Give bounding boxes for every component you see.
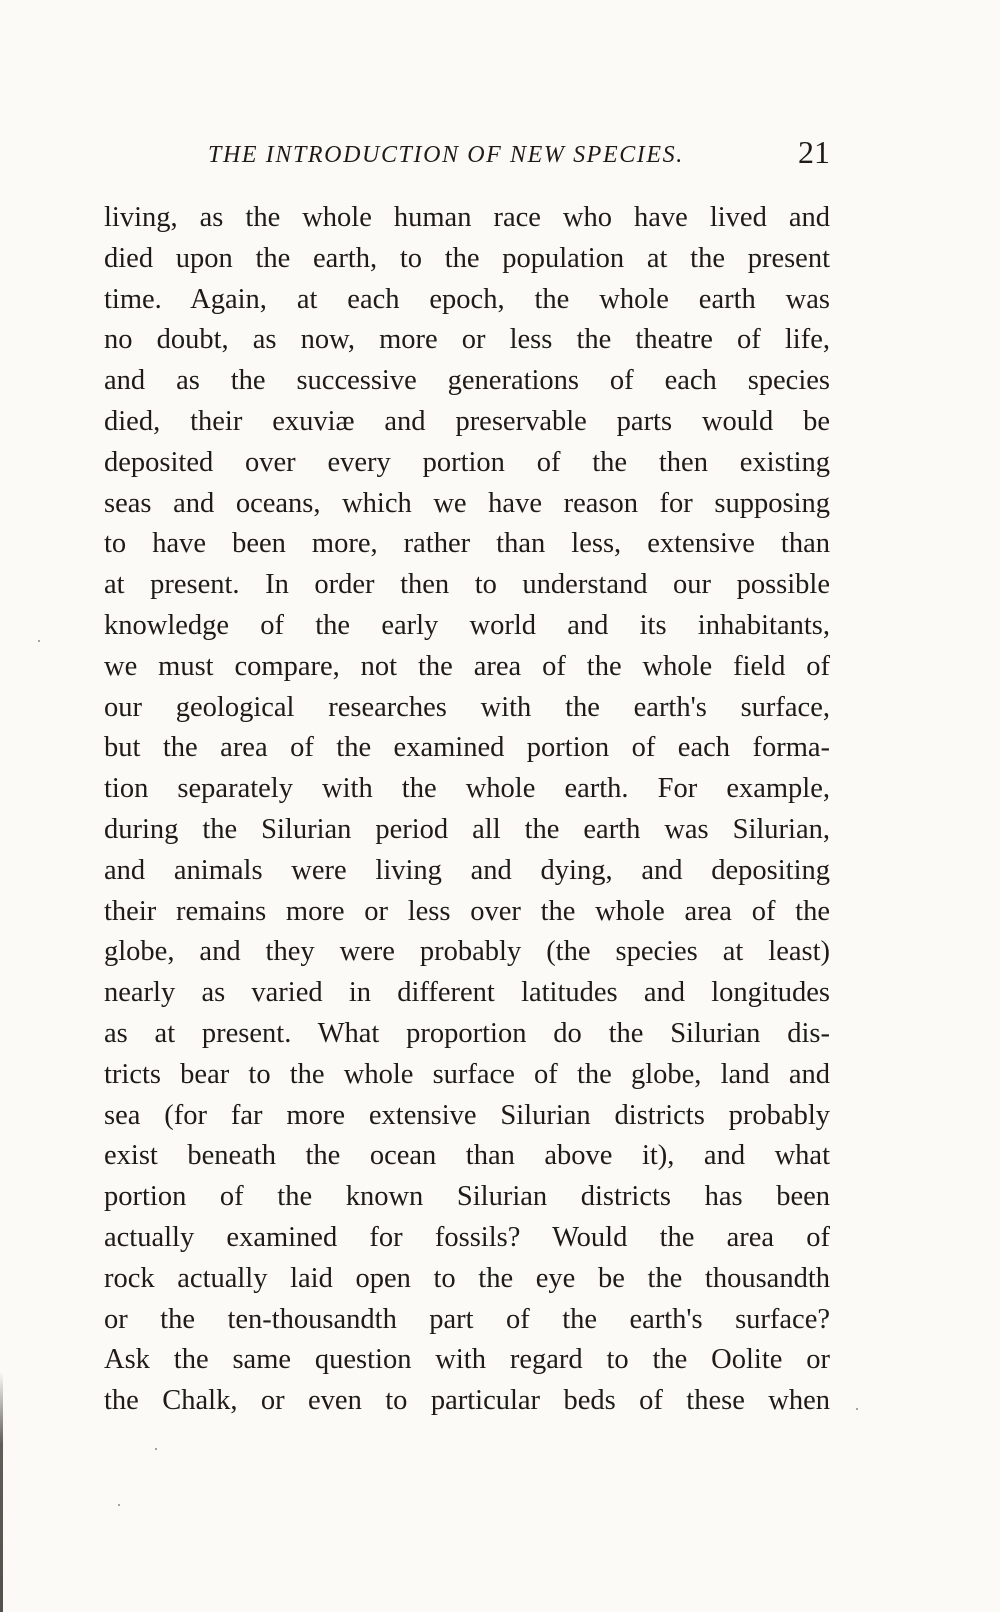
text-line: died upon the earth, to the population at the present [104, 242, 830, 274]
text-line: as at present. What proportion do the Silurian dis- [104, 1017, 830, 1049]
running-head [104, 134, 830, 174]
page-number: 21 [798, 134, 830, 170]
text-line: or the ten-thousandth part of the earth's surface? [104, 1303, 830, 1335]
binding-edge [0, 1372, 3, 1612]
text-line: nearly as varied in different latitudes and longitudes [104, 977, 830, 1009]
text-line: rock actually laid open to the eye be the thousandth [104, 1262, 830, 1294]
text-line: exist beneath the ocean than above it), and what [104, 1140, 830, 1172]
text-line: Ask the same question with regard to the Oolite or [104, 1344, 830, 1376]
text-line: but the area of the examined portion of each forma- [104, 732, 830, 764]
text-line: died, their exuviæ and preservable parts would be [104, 405, 830, 437]
text-line: deposited over every portion of the then existing [104, 446, 830, 478]
text-line: at present. In order then to understand our possible [104, 569, 830, 601]
paper-speck [38, 640, 40, 642]
running-title: THE INTRODUCTION OF NEW SPECIES. [208, 142, 684, 168]
text-line: globe, and they were probably (the species at least) [104, 936, 830, 968]
paper-speck [856, 1408, 858, 1410]
text-line: tricts bear to the whole surface of the globe, land and [104, 1058, 830, 1090]
text-line: actually examined for fossils? Would the area of [104, 1221, 830, 1253]
text-line: to have been more, rather than less, extensive than [104, 528, 830, 560]
body-text [104, 198, 830, 1422]
text-line: knowledge of the early world and its inhabitants, [104, 609, 830, 641]
text-line: and animals were living and dying, and depositing [104, 854, 830, 886]
text-line: seas and oceans, which we have reason for supposing [104, 487, 830, 519]
text-line: tion separately with the whole earth. For example, [104, 773, 830, 805]
text-line: sea (for far more extensive Silurian districts probably [104, 1099, 830, 1131]
text-line: their remains more or less over the whole area of the [104, 895, 830, 927]
text-line: time. Again, at each epoch, the whole earth was [104, 283, 830, 315]
text-line: and as the successive generations of each species [104, 365, 830, 397]
text-line: the Chalk, or even to particular beds of these when [104, 1385, 830, 1417]
text-line: living, as the whole human race who have lived and [104, 202, 830, 233]
text-line: no doubt, as now, more or less the theatre of life, [104, 324, 830, 356]
text-line: we must compare, not the area of the whole field of [104, 650, 830, 682]
paper-speck [155, 1448, 157, 1450]
text-line: portion of the known Silurian districts has been [104, 1181, 830, 1213]
paper-speck [118, 1504, 120, 1506]
text-line: our geological researches with the earth's surface, [104, 691, 830, 723]
text-line: during the Silurian period all the earth was Silurian, [104, 813, 830, 845]
